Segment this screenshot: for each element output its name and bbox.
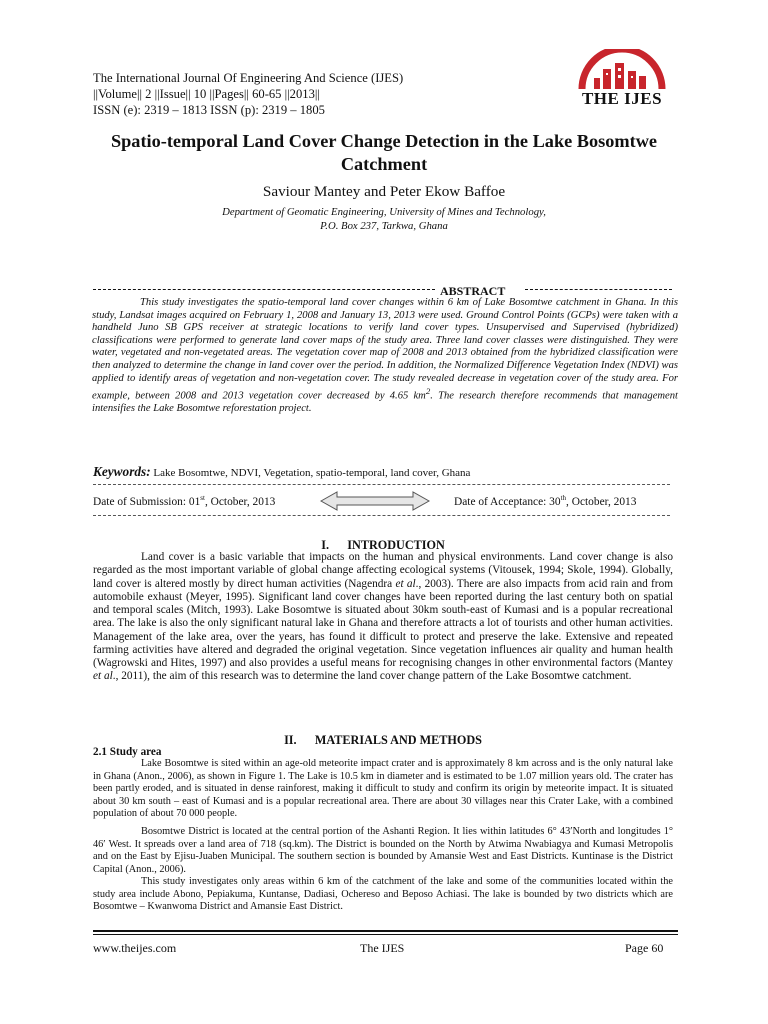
abstract-heading-row xyxy=(93,284,673,298)
acceptance-date-prefix: Date of Acceptance: 30 xyxy=(454,495,561,508)
footer-rule-thin xyxy=(93,934,678,935)
affiliation-line-1: Department of Geomatic Engineering, University of Mines and Technology, xyxy=(222,206,546,218)
journal-name: The International Journal Of Engineering And Science (IJES) xyxy=(93,71,404,85)
footer-rule-thick xyxy=(93,930,678,932)
journal-header xyxy=(93,70,563,118)
ijes-logo xyxy=(568,49,676,110)
submission-date-suffix: , October, 2013 xyxy=(204,495,276,508)
intro-text-b: ., 2003). There are also impacts from acid rain and from automobile exhaust (Meyer, 1995). Significant land cover changes have been reported during the last century both on spatial and temporal scales (Mitch, 1993). Lake Bosomtwe is situated about 30km south-east of Kumasi and is a popular recreational area. The lake is also the only significant natural lake in Ghana and therefore attracts a lot of tourists and other human activities. Management of the lake area, over the years, has found it difficult to protect and preserve the lake. Extensive and repeated farming activities have altered and degraded the original vegetation. Since vegetation influences air quality and human health (Wagrowski and Hites, 1997) and also provides a useful means for recognising changes in other environmental factors (Mantey xyxy=(93,577,674,669)
divider-bottom xyxy=(93,515,670,516)
intro-etal-2: et al xyxy=(93,670,113,683)
introduction-paragraph xyxy=(93,551,673,684)
acceptance-date-suffix: , October, 2013 xyxy=(566,495,637,508)
submission-date xyxy=(93,494,275,508)
ijes-logo-graphic xyxy=(568,49,676,91)
ijes-logo-text: THE IJES xyxy=(581,89,663,108)
study-area-paragraph-1: Lake Bosomtwe is sited within an age-old meteorite impact crater and is approximately 8 km across and is the only natural lake in Ghana (Anon., 2006), as shown in Figure 1. The Lake is 10.5 km in diameter and is estimated to be 1.07 million years old. The crater has been partly eroded, and is situated in dense rainforest, making it difficult to study and confirm its origin by meteorite impact. It is situated about 30 km south – east of Kumasi and is a popular recreational area. There are about 30 villages near this Crater Lake, with a combined population of about 70 000 people. xyxy=(93,758,673,820)
abstract-text-part2: . The research therefore recommends that management intensifies the Lake Bosomtwe reforestation project. xyxy=(92,390,678,415)
abstract-dash-right xyxy=(525,289,672,290)
acceptance-date xyxy=(454,494,636,508)
acceptance-date-sup: th xyxy=(560,494,567,502)
section-2-number: II. xyxy=(284,733,297,747)
study-area-paragraph-3: This study investigates only areas within 6 km of the catchment of the lake and some of the communities located within the study area include Abono, Pepiakuma, Kuntanse, Dadiasi, Ochereso and Beposo Achiasi. The lake is bounded by two districts which are Bosomtwe – Kwanwoma District and Amansie East District. xyxy=(93,876,673,913)
abstract-superscript: 2 xyxy=(425,386,431,397)
footer-journal: The IJES xyxy=(360,941,405,955)
divider-top xyxy=(93,484,670,485)
paper-authors: Saviour Mantey and Peter Ekow Baffoe xyxy=(262,183,506,200)
intro-text-a: Land cover is a basic variable that impacts on the human and physical environments. Land cover change is also regarded as the most important variable of global change affecting ecological systems (Vitousek, 1994; Skole, 1994). Globally, land cover is altered mostly by direct human activities (Nagendra xyxy=(93,551,673,590)
abstract-heading: ABSTRACT xyxy=(440,284,506,298)
journal-volume: ||Volume|| 2 ||Issue|| 10 ||Pages|| 60-65 ||2013|| xyxy=(93,87,320,101)
keywords-label: Keywords: xyxy=(93,464,151,479)
section-methods-heading xyxy=(93,733,673,748)
abstract-text xyxy=(92,297,678,416)
keywords-text: Lake Bosomtwe, NDVI, Vegetation, spatio-temporal, land cover, Ghana xyxy=(150,467,471,479)
intro-etal-1: et al xyxy=(395,577,416,590)
study-area-paragraph-2: Bosomtwe District is located at the central portion of the Ashanti Region. It lies within latitudes 6° 43′North and longitudes 1° 46′ West. It spreads over a land area of 718 (sq.km). The District is bounded on the North by Atwima Nwabiagya and Kumasi Metropolis and on the East by Ejisu-Juaben Municipal. The southern section is bounded by Amansie West and East Districts. Kuntinase is the District Capital (Anon., 2006). xyxy=(93,826,673,875)
affiliation-line-2: P.O. Box 237, Tarkwa, Ghana xyxy=(320,219,448,232)
keywords-line xyxy=(93,464,673,480)
double-arrow-icon xyxy=(320,490,430,512)
section-1-title: INTRODUCTION xyxy=(347,538,445,552)
subsection-study-area-heading: 2.1 Study area xyxy=(93,746,162,758)
author-affiliation xyxy=(84,206,684,233)
abstract-text-part1: This study investigates the spatio-temporal land cover changes within 6 km of Lake Bosomtwe catchment in Ghana. In this study, Landsat images acquired on February 1, 2008 and January 13, 2013 were used. Ground Control Points (GCPs) were taken with a handheld Juno SB GPS receiver at strategic locations to verify land cover types. Unsupervised and Supervised (hybridized) classifications were performed to generate land cover maps of the study area. Three land cover classes were distinguished. They were water, vegetated and non-vegetated areas. The vegetation cover map of 2008 and 2013 obtained from the hybridized classification were then analyzed to determine the change in land cover over the period. In addition, the Normalized Difference Vegetation Index (NDVI) was applied to identify areas of vegetation and non-vegetation cover. The study revealed decrease in vegetation cover of the study area. For example, between 2008 and 2013 vegetation cover decreased by 4.65 km xyxy=(92,297,678,402)
submission-date-sup: st xyxy=(200,494,205,502)
footer-website: www.theijes.com xyxy=(93,941,177,955)
abstract-dash-left xyxy=(93,289,435,290)
section-1-number: I. xyxy=(321,538,329,552)
section-2-title: MATERIALS AND METHODS xyxy=(314,733,482,747)
submission-date-prefix: Date of Submission: 01 xyxy=(93,495,201,508)
paper-title: Spatio-temporal Land Cover Change Detection in the Lake Bosomtwe Catchment xyxy=(110,131,658,174)
journal-issn: ISSN (e): 2319 – 1813 ISSN (p): 2319 – 1805 xyxy=(93,103,325,117)
footer-page-number: Page 60 xyxy=(625,941,664,955)
intro-text-c: ., 2011), the aim of this research was to determine the land cover change pattern of the Lake Bosomtwe catchment. xyxy=(112,670,632,683)
